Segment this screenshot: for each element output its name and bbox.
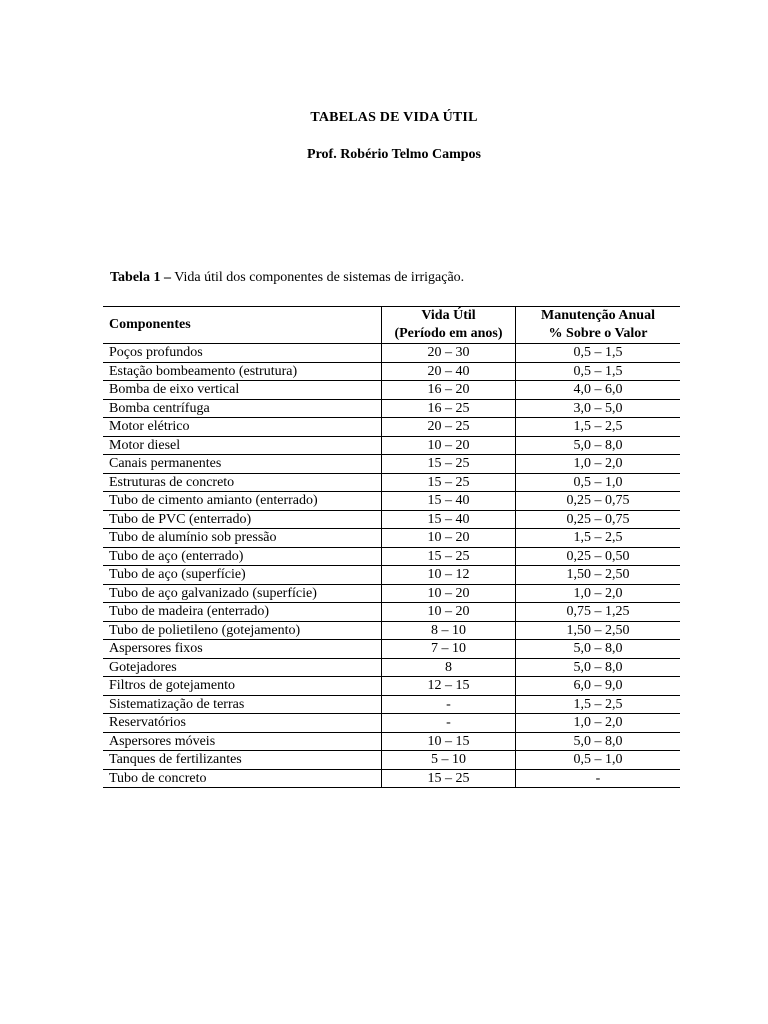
- cell-manutencao: 0,25 – 0,75: [516, 510, 681, 529]
- table-row: [103, 714, 680, 733]
- table-caption-label: Tabela 1 –: [110, 270, 171, 285]
- cell-componente: Estruturas de concreto: [103, 473, 382, 492]
- cell-vida-util: 10 – 20: [382, 584, 516, 603]
- cell-manutencao: 0,25 – 0,75: [516, 492, 681, 511]
- cell-manutencao: 1,0 – 2,0: [516, 714, 681, 733]
- cell-componente: Sistematização de terras: [103, 695, 382, 714]
- cell-vida-util: 15 – 25: [382, 473, 516, 492]
- cell-componente: Tubo de polietileno (gotejamento): [103, 621, 382, 640]
- cell-vida-util: 7 – 10: [382, 640, 516, 659]
- cell-manutencao: 4,0 – 6,0: [516, 381, 681, 400]
- table-row: [103, 621, 680, 640]
- cell-manutencao: 6,0 – 9,0: [516, 677, 681, 696]
- cell-componente: Reservatórios: [103, 714, 382, 733]
- cell-manutencao: 0,25 – 0,50: [516, 547, 681, 566]
- table-row: [103, 566, 680, 585]
- cell-manutencao: 5,0 – 8,0: [516, 640, 681, 659]
- cell-vida-util: 8: [382, 658, 516, 677]
- cell-manutencao: 1,0 – 2,0: [516, 455, 681, 474]
- table-row: [103, 695, 680, 714]
- table-row: [103, 510, 680, 529]
- cell-manutencao: 3,0 – 5,0: [516, 399, 681, 418]
- table-row: [103, 584, 680, 603]
- cell-manutencao: 5,0 – 8,0: [516, 436, 681, 455]
- table-caption: [110, 270, 464, 286]
- table-row: [103, 362, 680, 381]
- cell-vida-util: 15 – 25: [382, 769, 516, 788]
- table-row: [103, 732, 680, 751]
- header-vida-util-line1: Vida Útil: [421, 308, 476, 323]
- cell-componente: Tanques de fertilizantes: [103, 751, 382, 770]
- cell-componente: Tubo de PVC (enterrado): [103, 510, 382, 529]
- cell-vida-util: 15 – 40: [382, 510, 516, 529]
- header-manutencao-line2: % Sobre o Valor: [548, 326, 648, 341]
- header-manutencao-line1: Manutenção Anual: [541, 308, 655, 323]
- cell-componente: Gotejadores: [103, 658, 382, 677]
- cell-vida-util: 8 – 10: [382, 621, 516, 640]
- table-row: [103, 418, 680, 437]
- table-caption-text: Vida útil dos componentes de sistemas de irrigação.: [174, 270, 465, 285]
- cell-componente: Canais permanentes: [103, 455, 382, 474]
- cell-vida-util: 10 – 20: [382, 436, 516, 455]
- table-row: [103, 547, 680, 566]
- cell-manutencao: 0,5 – 1,5: [516, 344, 681, 363]
- cell-manutencao: 1,50 – 2,50: [516, 621, 681, 640]
- cell-componente: Tubo de alumínio sob pressão: [103, 529, 382, 548]
- document-title: TABELAS DE VIDA ÚTIL: [310, 110, 478, 125]
- table-row: [103, 603, 680, 622]
- cell-componente: Tubo de aço (superfície): [103, 566, 382, 585]
- table-row: [103, 529, 680, 548]
- cell-componente: Motor diesel: [103, 436, 382, 455]
- cell-vida-util: -: [382, 695, 516, 714]
- table-row: [103, 344, 680, 363]
- table-row: [103, 399, 680, 418]
- cell-manutencao: 1,0 – 2,0: [516, 584, 681, 603]
- cell-componente: Poços profundos: [103, 344, 382, 363]
- table-row: [103, 658, 680, 677]
- cell-componente: Motor elétrico: [103, 418, 382, 437]
- cell-componente: Tubo de concreto: [103, 769, 382, 788]
- cell-manutencao: 5,0 – 8,0: [516, 732, 681, 751]
- table-row: [103, 751, 680, 770]
- useful-life-table: [103, 306, 680, 788]
- cell-componente: Tubo de aço (enterrado): [103, 547, 382, 566]
- cell-componente: Bomba centrífuga: [103, 399, 382, 418]
- cell-vida-util: 16 – 25: [382, 399, 516, 418]
- cell-componente: Aspersores móveis: [103, 732, 382, 751]
- cell-vida-util: 10 – 15: [382, 732, 516, 751]
- cell-manutencao: 1,5 – 2,5: [516, 695, 681, 714]
- cell-vida-util: 15 – 25: [382, 547, 516, 566]
- cell-vida-util: 12 – 15: [382, 677, 516, 696]
- table-row: [103, 381, 680, 400]
- cell-vida-util: 15 – 40: [382, 492, 516, 511]
- cell-componente: Tubo de madeira (enterrado): [103, 603, 382, 622]
- cell-componente: Tubo de cimento amianto (enterrado): [103, 492, 382, 511]
- table-row: [103, 436, 680, 455]
- table-row: [103, 769, 680, 788]
- table-header-row: [103, 307, 680, 344]
- header-manutencao: [516, 307, 681, 344]
- cell-manutencao: 1,50 – 2,50: [516, 566, 681, 585]
- cell-manutencao: 0,5 – 1,0: [516, 751, 681, 770]
- header-vida-util-line2: (Período em anos): [394, 326, 503, 341]
- cell-manutencao: 0,75 – 1,25: [516, 603, 681, 622]
- cell-vida-util: 10 – 20: [382, 529, 516, 548]
- cell-vida-util: 5 – 10: [382, 751, 516, 770]
- document-author: Prof. Robério Telmo Campos: [307, 147, 481, 162]
- table-row: [103, 455, 680, 474]
- cell-vida-util: 10 – 12: [382, 566, 516, 585]
- cell-vida-util: 20 – 40: [382, 362, 516, 381]
- cell-vida-util: 16 – 20: [382, 381, 516, 400]
- table-row: [103, 677, 680, 696]
- table-row: [103, 473, 680, 492]
- cell-vida-util: 10 – 20: [382, 603, 516, 622]
- header-componentes: Componentes: [103, 307, 382, 344]
- table-row: [103, 492, 680, 511]
- cell-vida-util: 20 – 25: [382, 418, 516, 437]
- cell-manutencao: 1,5 – 2,5: [516, 418, 681, 437]
- cell-componente: Bomba de eixo vertical: [103, 381, 382, 400]
- cell-manutencao: 0,5 – 1,0: [516, 473, 681, 492]
- cell-componente: Aspersores fixos: [103, 640, 382, 659]
- cell-componente: Estação bombeamento (estrutura): [103, 362, 382, 381]
- cell-componente: Tubo de aço galvanizado (superfície): [103, 584, 382, 603]
- table-row: [103, 640, 680, 659]
- cell-manutencao: 0,5 – 1,5: [516, 362, 681, 381]
- cell-vida-util: -: [382, 714, 516, 733]
- header-vida-util: [382, 307, 516, 344]
- cell-manutencao: -: [516, 769, 681, 788]
- cell-manutencao: 5,0 – 8,0: [516, 658, 681, 677]
- cell-vida-util: 20 – 30: [382, 344, 516, 363]
- cell-vida-util: 15 – 25: [382, 455, 516, 474]
- cell-manutencao: 1,5 – 2,5: [516, 529, 681, 548]
- cell-componente: Filtros de gotejamento: [103, 677, 382, 696]
